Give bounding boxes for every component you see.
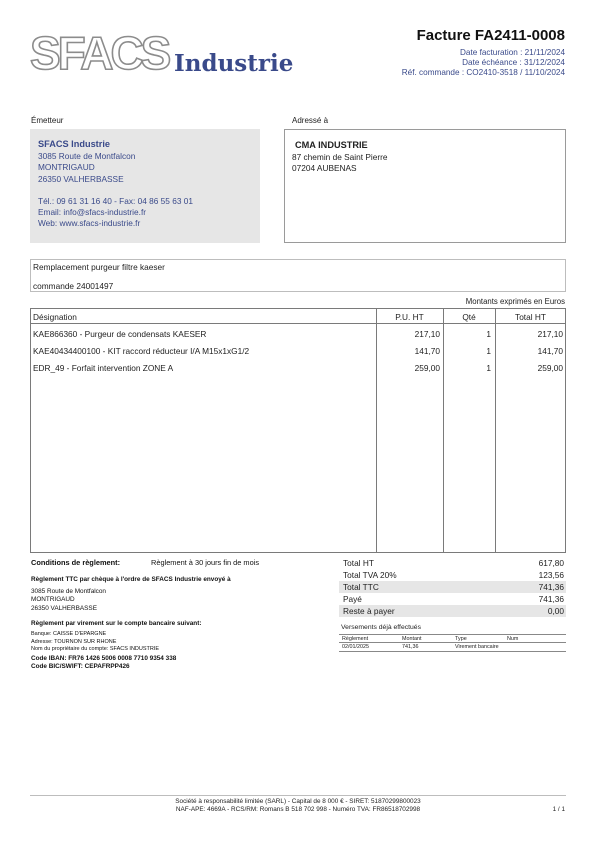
total-label: Total TTC [343, 582, 379, 592]
row-unit-price: 259,00 [414, 363, 440, 373]
order-line: commande 24001497 [33, 281, 114, 291]
sender-label: Émetteur [31, 116, 64, 125]
items-table [30, 308, 566, 553]
total-label: Payé [343, 594, 362, 604]
total-value: 741,36 [538, 594, 564, 604]
row-designation: EDR_49 - Forfait intervention ZONE A [33, 363, 174, 373]
payment-type: Virement bancaire [455, 644, 499, 650]
cheque-title: Règlement TTC par chèque à l'ordre de SFACS Industrie envoyé à [31, 576, 231, 583]
logo-wordmark: SFACS [30, 27, 169, 79]
order-reference: Réf. commande : CO2410-3518 / 11/10/2024 [401, 68, 565, 77]
row-designation: KAE40434400100 - KIT raccord réducteur I/A M15x1xG1/2 [33, 346, 250, 356]
col-unit-price: P.U. HT [395, 312, 424, 322]
company-logo [30, 27, 294, 88]
row-total: 217,10 [537, 329, 563, 339]
payments-title: Versements déjà effectués [341, 624, 421, 631]
sender-address: 3085 Route de Montfalcon [38, 151, 136, 162]
cheque-address [31, 588, 106, 613]
payment-date: 02/01/2025 [342, 644, 369, 650]
total-label: Total TVA 20% [343, 570, 397, 580]
sender-box [30, 129, 260, 243]
recipient-name: CMA INDUSTRIE [295, 140, 368, 150]
table-row [339, 643, 566, 652]
col-designation: Désignation [33, 312, 77, 322]
sender-web: Web: www.sfacs-industrie.fr [38, 218, 141, 229]
invoice-date: Date facturation : 21/11/2024 [460, 48, 565, 57]
total-tva-row [339, 569, 566, 581]
row-unit-price: 217,10 [414, 329, 440, 339]
recipient-zip-city: 07204 AUBENAS [292, 163, 357, 173]
conditions-value: Règlement à 30 jours fin de mois [151, 558, 260, 567]
cheque-address-line: 26350 VALHERBASSE [31, 604, 97, 612]
remaining-row [339, 605, 566, 617]
subject-line: Remplacement purgeur filtre kaeser [33, 262, 165, 272]
due-date: Date échéance : 31/12/2024 [462, 58, 565, 67]
total-ttc-row [339, 581, 566, 593]
footer-registration: NAF-APE: 4669A - RCS/RM: Romans B 518 702 998 - Numéro TVA: FR86518702998 [175, 806, 421, 813]
payments-col-type: Type [455, 636, 467, 642]
invoice-title: Facture FA2411-0008 [416, 27, 565, 44]
total-label: Total HT [343, 558, 374, 568]
col-qty: Qté [462, 312, 476, 322]
row-unit-price: 141,70 [414, 346, 440, 356]
bic: Code BIC/SWIFT: CEPAFRPP426 [31, 663, 130, 670]
sender-email: Email: info@sfacs-industrie.fr [38, 207, 147, 218]
recipient-label: Adressé à [292, 116, 329, 125]
sender-city: MONTRIGAUD [38, 162, 95, 173]
bank-address: Adresse: TOURNON SUR RHONE [31, 638, 117, 645]
footer-legal: Société à responsabilité limitée (SARL) - Capital de 8 000 € - SIRET: 51870299800023 [175, 798, 421, 805]
account-owner: Nom du propriétaire du compte: SFACS INDUSTRIE [31, 646, 160, 653]
bank-details [31, 631, 159, 654]
total-value: 0,00 [547, 606, 564, 616]
row-total: 141,70 [537, 346, 563, 356]
total-ht-row [339, 557, 566, 569]
row-total: 259,00 [537, 363, 563, 373]
payments-col-num: Num [507, 636, 519, 642]
sender-name: SFACS Industrie [38, 139, 110, 149]
cheque-address-line: MONTRIGAUD [31, 596, 75, 604]
payment-amount: 741,36 [402, 644, 419, 650]
page-number: 1 / 1 [552, 806, 565, 813]
row-qty: 1 [486, 329, 491, 339]
payments-col-reglement: Règlement [342, 636, 369, 642]
conditions-label: Conditions de règlement: [31, 558, 121, 567]
bank-name: Banque: CAISSE D'EPARGNE [31, 631, 107, 637]
payments-col-montant: Montant [402, 636, 422, 642]
col-total: Total HT [515, 312, 546, 322]
payments-header [339, 634, 566, 643]
logo-subtitle: Industrie [174, 50, 294, 77]
footer-divider [30, 795, 566, 796]
total-label: Reste à payer [343, 606, 395, 616]
row-qty: 1 [486, 346, 491, 356]
row-qty: 1 [486, 363, 491, 373]
transfer-title: Règlement par virement sur le compte bancaire suivant: [31, 620, 202, 627]
total-value: 741,36 [538, 582, 564, 592]
row-designation: KAE866360 - Purgeur de condensats KAESER [33, 329, 207, 339]
subject-box [30, 259, 566, 292]
recipient-address: 87 chemin de Saint Pierre [292, 151, 388, 162]
total-value: 617,80 [538, 558, 564, 568]
recipient-box [284, 129, 566, 243]
cheque-address-line: 3085 Route de Montfalcon [31, 588, 106, 595]
sender-phone: Tél.: 09 61 31 16 40 - Fax: 04 86 55 63 01 [38, 195, 193, 206]
sender-zip-city: 26350 VALHERBASSE [38, 173, 124, 184]
paid-row [339, 593, 566, 605]
iban: Code IBAN: FR76 1426 5006 0008 7710 9354 338 [31, 655, 177, 662]
currency-note: Montants exprimés en Euros [465, 297, 565, 306]
total-value: 123,56 [538, 570, 564, 580]
